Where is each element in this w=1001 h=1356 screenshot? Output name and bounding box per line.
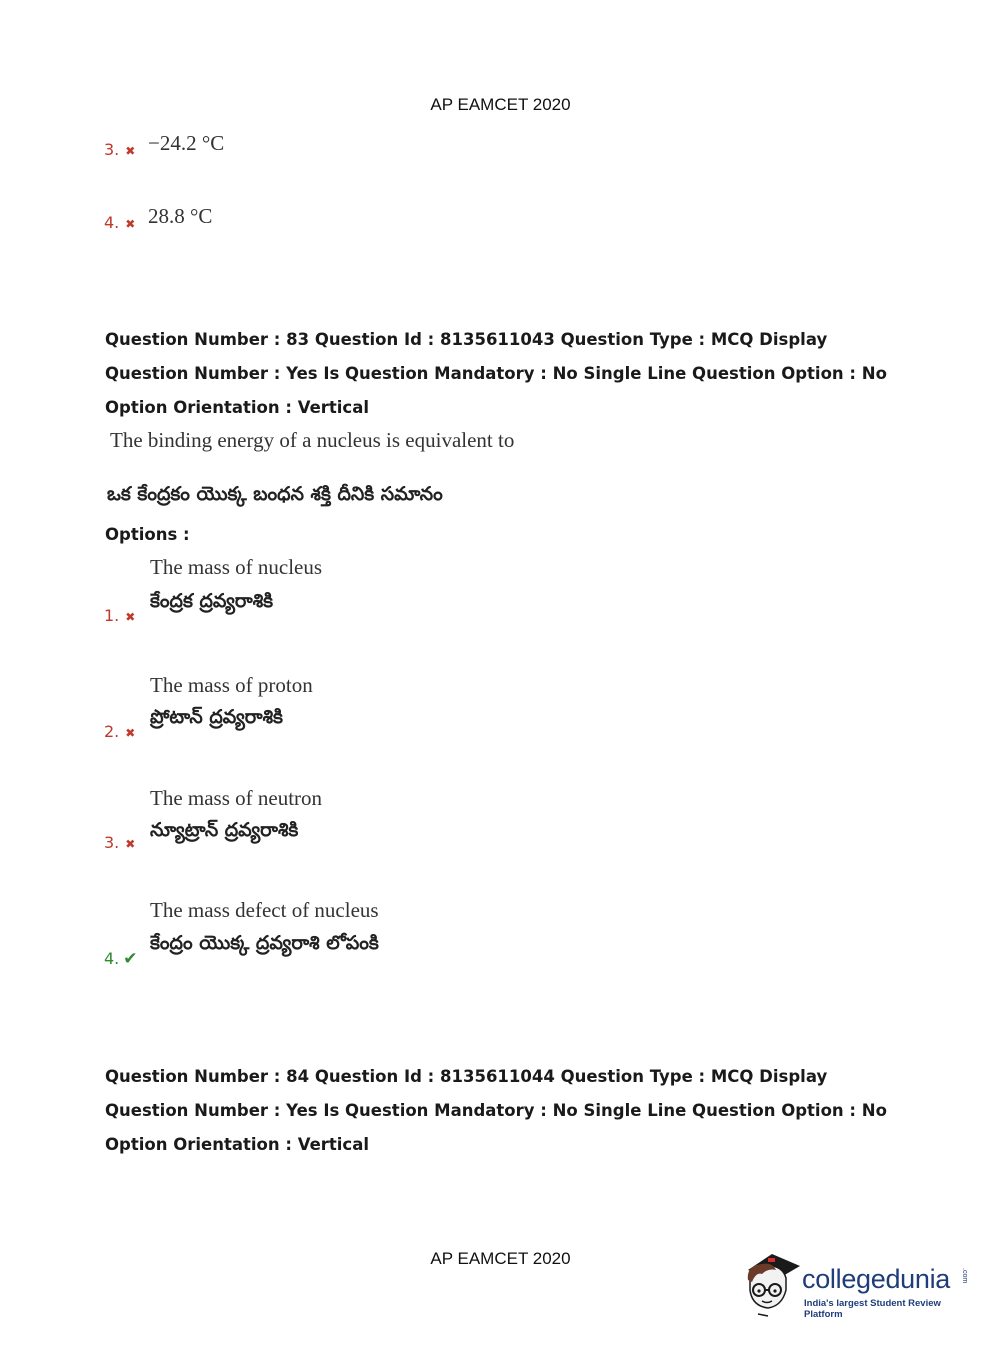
option-1-marker: [104, 606, 135, 625]
mascot-icon: [742, 1250, 802, 1318]
option-3-marker: [104, 833, 135, 852]
question-83-meta: Question Number : 83 Question Id : 8135611043 Question Type : MCQ Display Question Number : Yes Is Question Mandatory : No Single Line Question Option : No Option Orientation : Vertical: [105, 330, 887, 417]
option-3-english: The mass of neutron: [150, 786, 323, 810]
page-footer: AP EAMCET 2020: [430, 1249, 571, 1268]
option-1-telugu: కేంద్రక ద్రవ్యరాశికి: [150, 590, 274, 612]
question-text-telugu: ఒక కేంద్రకం యొక్క బంధన శక్తి దీనికి సమానం: [107, 483, 443, 505]
logo-tagline: India's largest Student Review Platform: [804, 1298, 941, 1320]
question-84-meta: Question Number : 84 Question Id : 8135611044 Question Type : MCQ Display Question Number : Yes Is Question Mandatory : No Single Line Question Option : No Option Orientation : Vertical: [105, 1067, 887, 1154]
page-header: AP EAMCET 2020: [430, 95, 571, 114]
option-number: 2.: [104, 722, 120, 741]
option-3-telugu: న్యూట్రాన్ ద్రవ్యరాశికి: [150, 819, 299, 841]
option-4-marker: [104, 949, 138, 969]
option-number: 1.: [104, 606, 120, 625]
options-label: Options :: [105, 525, 190, 544]
prev-option-3: [104, 140, 135, 159]
cross-icon: ✖: [125, 837, 136, 851]
option-4-telugu: కేంద్రం యొక్క ద్రవ్యరాశి లోపంకి: [150, 932, 379, 954]
logo-wordmark: collegedunia: [802, 1264, 951, 1294]
cross-icon: ✖: [125, 144, 136, 158]
option-number: 3.: [104, 833, 120, 852]
option-number: 3.: [104, 140, 120, 159]
question-text-english: The binding energy of a nucleus is equivalent to: [110, 428, 515, 452]
check-icon: ✔: [123, 949, 138, 969]
option-2-marker: [104, 722, 135, 741]
option-2-english: The mass of proton: [150, 673, 313, 697]
cross-icon: ✖: [125, 726, 136, 740]
option-number: 4.: [104, 949, 120, 968]
cross-icon: ✖: [125, 610, 136, 624]
option-value: 28.8 °C: [148, 204, 213, 228]
option-number: 4.: [104, 213, 120, 232]
option-2-telugu: ప్రోటాన్ ద్రవ్యరాశికి: [150, 706, 283, 728]
cross-icon: ✖: [125, 217, 136, 231]
option-value: −24.2 °C: [148, 131, 225, 155]
option-4-english: The mass defect of nucleus: [150, 898, 379, 922]
collegedunia-logo: [742, 1250, 974, 1318]
logo-suffix: .com: [961, 1268, 968, 1284]
option-1-english: The mass of nucleus: [150, 555, 323, 579]
prev-option-4: [104, 213, 135, 232]
